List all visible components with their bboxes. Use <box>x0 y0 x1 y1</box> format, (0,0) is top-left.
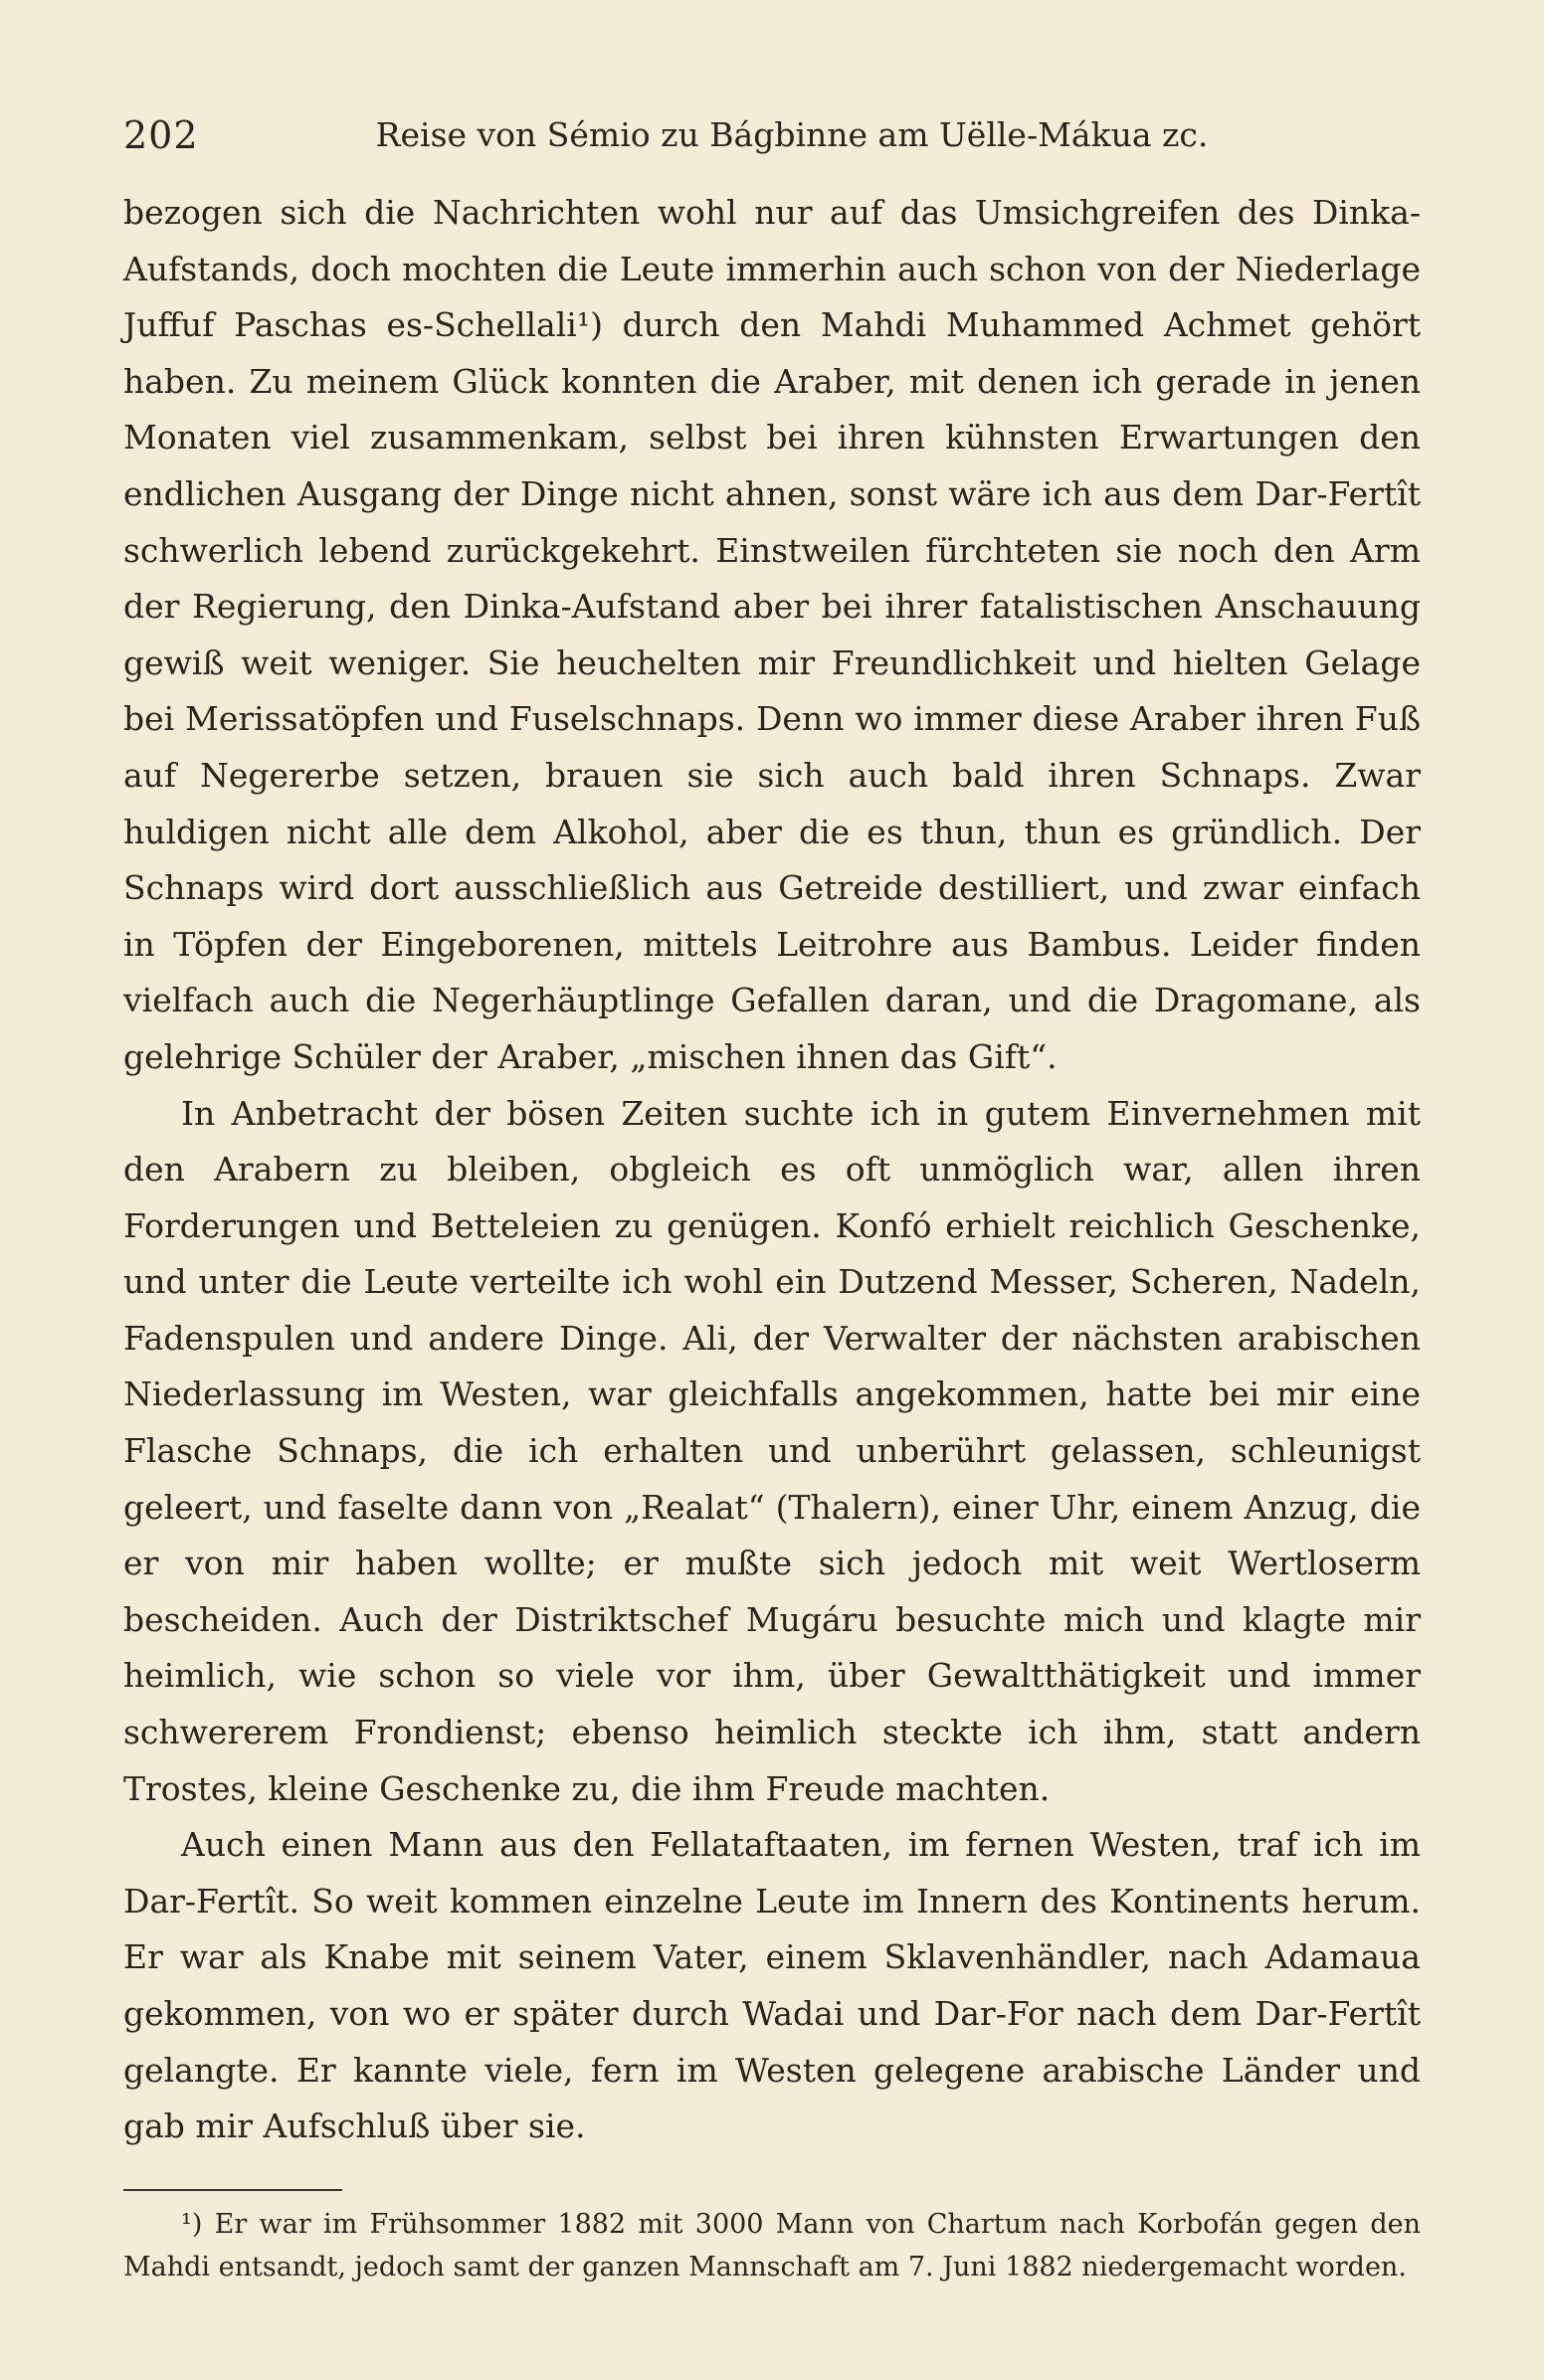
paragraph-2: In Anbetracht der bösen Zeiten suchte ich in gutem Einvernehmen mit den Arabern zu bleiben, obgleich es oft unmöglich war, allen ihren Forderungen und Betteleien zu genügen. Konfó erhielt reichlich Geschenke, und unter die Leute verteilte ich wohl ein Dutzend Messer, Scheren, Nadeln, Fadenspulen und andere Dinge. Ali, der Verwalter der nächsten arabischen Niederlassung im Westen, war gleichfalls angekommen, hatte bei mir eine Flasche Schnaps, die ich erhalten und unberührt gelassen, schleunigst geleert, und faselte dann von „Realat“ (Thalern), einer Uhr, einem Anzug, die er von mir haben wollte; er mußte sich jedoch mit weit Wertloserm bescheiden. Auch der Distriktschef Mugáru besuchte mich und klagte mir heimlich, wie schon so viele vor ihm, über Gewaltthätigkeit und immer schwererem Frondienst; ebenso heimlich steckte ich ihm, statt andern Trostes, kleine Geschenke zu, die ihm Freude machten. <box>123 1093 1421 1808</box>
paragraph-3: Auch einen Mann aus den Fellataftaaten, im fernen Westen, traf ich im Dar-Fertît. So weit kommen einzelne Leute im Innern des Kontinents herum. Er war als Knabe mit seinem Vater, einem Sklavenhändler, nach Adamaua gekommen, von wo er später durch Wadai und Dar-For nach dem Dar-Fertît gelangte. Er kannte viele, fern im Westen gelegene arabische Länder und gab mir Aufschluß über sie. <box>123 1825 1421 2146</box>
body-text <box>123 185 1421 2155</box>
paragraph-1: bezogen sich die Nachrichten wohl nur auf das Umsichgreifen des Dinka-Aufstands, doch mochten die Leute immerhin auch schon von der Niederlage Juffuf Paschas es-Schellali¹) durch den Mahdi Muhammed Achmet gehört haben. Zu meinem Glück konnten die Araber, mit denen ich gerade in jenen Monaten viel zusammenkam, selbst bei ihren kühnsten Erwartungen den endlichen Ausgang der Dinge nicht ahnen, sonst wäre ich aus dem Dar-Fertît schwerlich lebend zurückgekehrt. Einstweilen fürchteten sie noch den Arm der Regierung, den Dinka-Aufstand aber bei ihrer fatalistischen Anschauung gewiß weit weniger. Sie heuchelten mir Freundlichkeit und hielten Gelage bei Merissatöpfen und Fuselschnaps. Denn wo immer diese Araber ihren Fuß auf Negererbe setzen, brauen sie sich auch bald ihren Schnaps. Zwar huldigen nicht alle dem Alkohol, aber die es thun, thun es gründlich. Der Schnaps wird dort ausschließlich aus Getreide destilliert, und zwar einfach in Töpfen der Eingeborenen, mittels Leitrohre aus Bambus. Leider finden vielfach auch die Negerhäuptlinge Gefallen daran, und die Dragomane, als gelehrige Schüler der Araber, „mischen ihnen das Gift“. <box>123 193 1421 1076</box>
footnote: ¹) Er war im Frühsommer 1882 mit 3000 Mann von Chartum nach Korbofán gegen den Mahdi entsandt, jedoch samt der ganzen Mannschaft am 7. Juni 1882 niedergemacht worden. <box>123 2208 1421 2283</box>
running-title: Reise von Sémio zu Bágbinne am Uëlle-Mákua zc. <box>375 115 1209 154</box>
book-page <box>123 107 1421 2288</box>
page-number: 202 <box>123 113 199 157</box>
footnote-rule <box>123 2189 342 2191</box>
page-header <box>123 107 1421 163</box>
